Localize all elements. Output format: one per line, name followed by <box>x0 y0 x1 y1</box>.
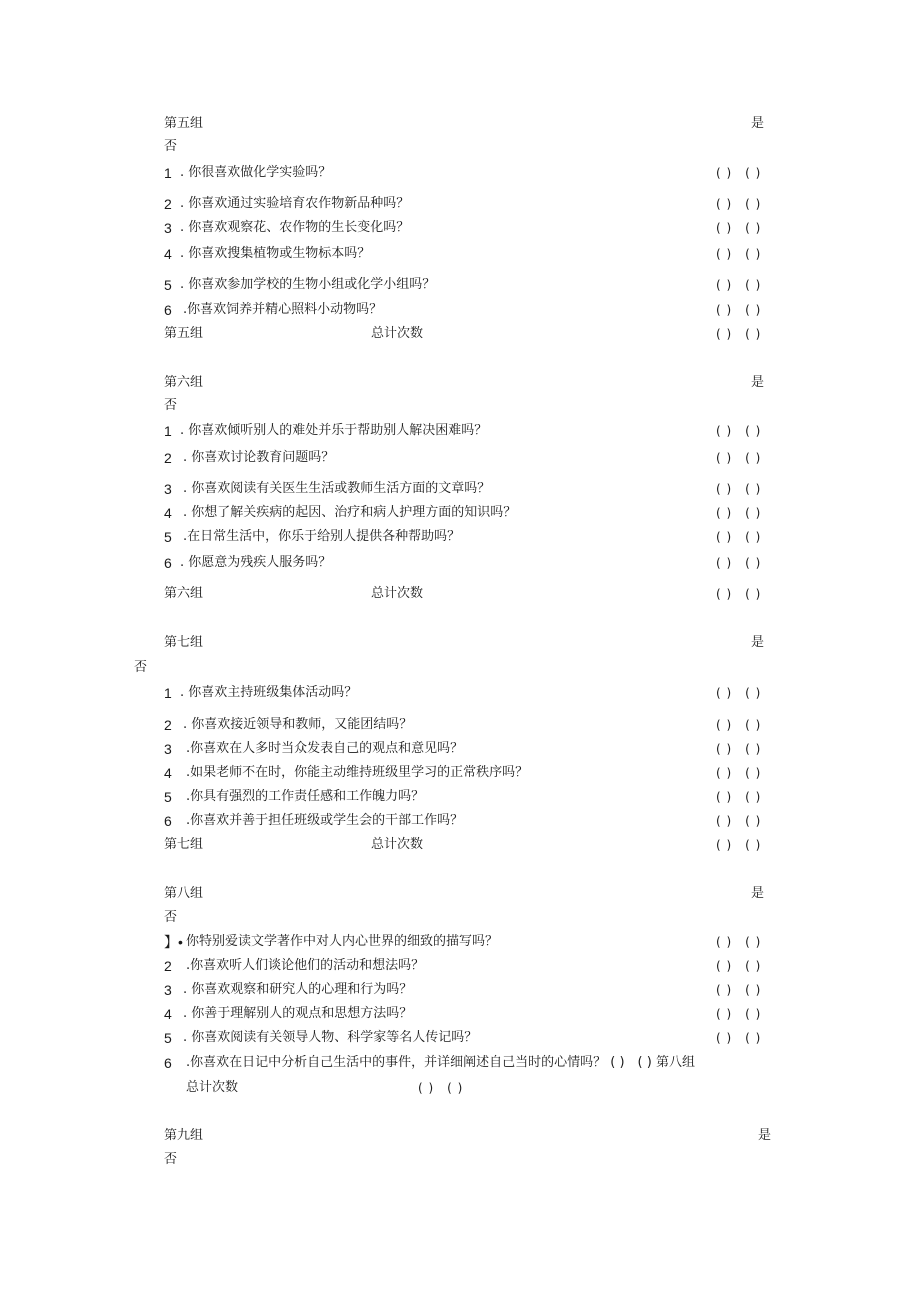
q-number: 2 <box>164 450 172 466</box>
answer-boxes[interactable]: ( ) ( ) <box>716 790 762 804</box>
group8-yes-header: 是 <box>751 886 765 901</box>
group8-total-label: 总计次数 <box>186 1080 239 1095</box>
answer-boxes[interactable]: ( ) ( ) <box>716 506 762 520</box>
answer-boxes[interactable]: ( ) ( ) <box>716 766 762 780</box>
answer-boxes[interactable]: ( ) ( ) <box>716 166 762 180</box>
q-number: 2 <box>164 958 172 974</box>
group5-yes-header: 是 <box>751 116 765 131</box>
answer-boxes[interactable]: ( ) ( ) <box>716 718 762 732</box>
q-number: 4 <box>164 1006 172 1022</box>
q-number: 4 <box>164 505 172 521</box>
q-number: 6 <box>164 555 172 571</box>
group9-title: 第九组 <box>164 1128 204 1143</box>
answer-boxes[interactable]: ( ) ( ) <box>716 451 762 465</box>
answer-boxes[interactable]: ( ) ( ) <box>716 221 762 235</box>
answer-boxes[interactable]: ( ) ( ) <box>716 686 762 700</box>
question-text: .你喜欢听人们谈论他们的活动和想法吗？ <box>186 958 425 973</box>
q-number: 4 <box>164 246 172 262</box>
group9-yes-header: 是 <box>758 1128 772 1143</box>
q-number: 3 <box>164 741 172 757</box>
question-text: . 你喜欢主持班级集体活动吗？ <box>180 685 358 700</box>
q-number: 6 <box>164 302 172 318</box>
group8-no-header: 否 <box>164 910 178 925</box>
question-text: .你喜欢在人多时当众发表自己的观点和意见吗？ <box>186 741 464 756</box>
question-text: . 你喜欢阅读有关医生生活或教师生活方面的文章吗？ <box>183 481 491 496</box>
q-number: 3 <box>164 220 172 236</box>
q-number: 5 <box>164 1030 172 1046</box>
group7-yes-header: 是 <box>751 635 765 650</box>
answer-boxes[interactable]: ( ) ( ) <box>716 247 762 261</box>
group6-total-boxes[interactable]: ( ) ( ) <box>716 587 762 601</box>
answer-boxes[interactable]: ( ) ( ) <box>716 482 762 496</box>
answer-boxes[interactable]: ( ) ( ) <box>716 197 762 211</box>
q-number: 2 <box>164 196 172 212</box>
answer-boxes[interactable]: ( ) ( ) <box>716 556 762 570</box>
answer-boxes[interactable]: ( ) ( ) <box>716 424 762 438</box>
question-text: . 你喜欢观察花、农作物的生长变化吗？ <box>180 220 410 235</box>
group5-total-group: 第五组 <box>164 326 204 341</box>
answer-boxes[interactable]: ( ) ( ) <box>716 742 762 756</box>
group5-no-header: 否 <box>164 139 178 154</box>
group7-total-label: 总计次数 <box>371 837 424 852</box>
question-text: .如果老师不在时，你能主动维持班级里学习的正常秩序吗？ <box>186 765 529 780</box>
group7-no-header: 否 <box>134 660 148 675</box>
group8-title: 第八组 <box>164 886 204 901</box>
group6-total-label: 总计次数 <box>371 586 424 601</box>
question-text: .你喜欢饲养并精心照料小动物吗？ <box>183 302 383 317</box>
answer-boxes[interactable]: ( ) ( ) <box>716 303 762 317</box>
q-number: 4 <box>164 765 172 781</box>
answer-boxes[interactable]: ( ) ( ) <box>716 814 762 828</box>
q-number: 1 <box>164 165 172 181</box>
group7-total-boxes[interactable]: ( ) ( ) <box>716 838 762 852</box>
group5-title: 第五组 <box>164 116 204 131</box>
q-number: 3 <box>164 982 172 998</box>
question-text: . 你喜欢参加学校的生物小组或化学小组吗？ <box>180 277 436 292</box>
question-text: . 你愿意为残疾人服务吗？ <box>180 555 332 570</box>
question-text: .你具有强烈的工作责任感和工作魄力吗？ <box>186 789 425 804</box>
answer-boxes[interactable]: ( ) ( ) <box>716 530 762 544</box>
question-text: .在日常生活中，你乐于给别人提供各种帮助吗？ <box>183 529 461 544</box>
group5-total-boxes[interactable]: ( ) ( ) <box>716 327 762 341</box>
q-number: 】• <box>164 934 183 950</box>
answer-boxes[interactable]: ( ) ( ) <box>716 278 762 292</box>
q-number: 5 <box>164 529 172 545</box>
question-text: . 你想了解关疾病的起因、治疗和病人护理方面的知识吗？ <box>183 505 517 520</box>
q-number: 1 <box>164 423 172 439</box>
group6-yes-header: 是 <box>751 375 765 390</box>
question-text: . 你喜欢讨论教育问题吗？ <box>183 450 335 465</box>
answer-boxes[interactable]: ( ) ( ) <box>716 1031 762 1045</box>
question-text: . 你喜欢倾听别人的难处并乐于帮助别人解决困难吗？ <box>180 423 488 438</box>
question-text: . 你喜欢通过实验培育农作物新品种吗？ <box>180 196 410 211</box>
group7-total-group: 第七组 <box>164 837 204 852</box>
group6-total-group: 第六组 <box>164 586 204 601</box>
group5-total-label: 总计次数 <box>371 326 424 341</box>
question-text: . 你很喜欢做化学实验吗？ <box>180 165 332 180</box>
q-number: 1 <box>164 685 172 701</box>
group6-no-header: 否 <box>164 398 178 413</box>
q-number: 5 <box>164 277 172 293</box>
question-text: . 你喜欢阅读有关领导人物、科学家等名人传记吗？ <box>183 1030 478 1045</box>
question-text: 你特别爱读文学著作中对人内心世界的细致的描写吗？ <box>186 934 499 949</box>
question-text: . 你善于理解别人的观点和思想方法吗？ <box>183 1006 413 1021</box>
answer-boxes[interactable]: ( ) ( ) <box>716 935 762 949</box>
q-number: 2 <box>164 717 172 733</box>
question-text: . 你喜欢观察和研究人的心理和行为吗？ <box>183 982 413 997</box>
question-text: . 你喜欢搜集植物或生物标本吗？ <box>180 246 371 261</box>
group7-title: 第七组 <box>164 635 204 650</box>
question-text: .你喜欢在日记中分析自己生活中的事件，并详细阐述自己当时的心情吗？ ( ) ( ) 第八组 <box>186 1055 695 1070</box>
q-number: 3 <box>164 481 172 497</box>
answer-boxes[interactable]: ( ) ( ) <box>716 1007 762 1021</box>
q-number: 6 <box>164 813 172 829</box>
group8-total-boxes[interactable]: ( ) ( ) <box>418 1081 464 1095</box>
answer-boxes[interactable]: ( ) ( ) <box>716 983 762 997</box>
q-number: 6 <box>164 1055 172 1071</box>
question-text: . 你喜欢接近领导和教师，又能团结吗？ <box>183 717 413 732</box>
group6-title: 第六组 <box>164 375 204 390</box>
answer-boxes[interactable]: ( ) ( ) <box>716 959 762 973</box>
question-text: .你喜欢并善于担任班级或学生会的干部工作吗？ <box>186 813 464 828</box>
q-number: 5 <box>164 789 172 805</box>
group9-no-header: 否 <box>164 1152 178 1167</box>
